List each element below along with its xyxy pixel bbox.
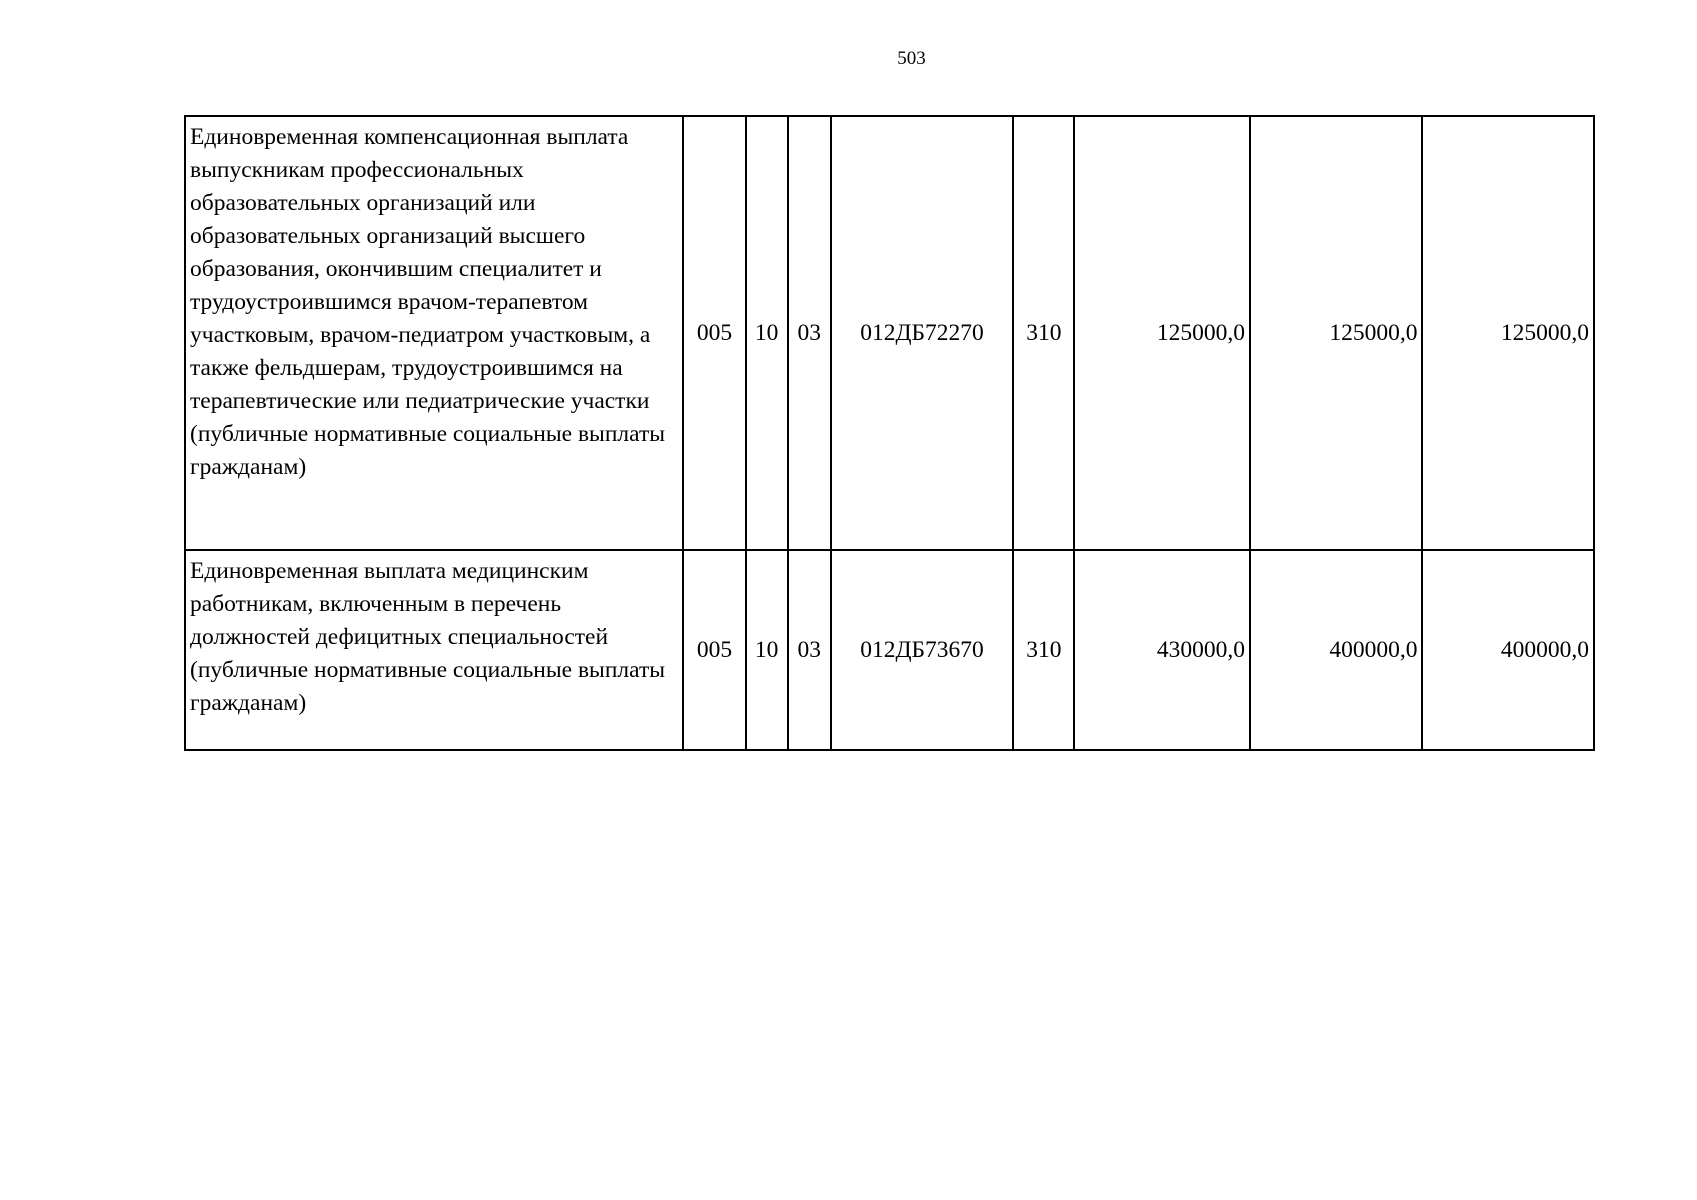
amount-year-1: 125000,0 [1074, 116, 1249, 550]
table-row [185, 116, 1594, 550]
subsection-code: 03 [788, 550, 831, 750]
target-article-code: 012ДБ72270 [831, 116, 1014, 550]
section-code: 10 [746, 550, 788, 750]
expense-type-code: 310 [1013, 116, 1074, 550]
amount-year-3: 125000,0 [1422, 116, 1594, 550]
ministry-code: 005 [683, 550, 745, 750]
page-number: 503 [897, 48, 926, 69]
amount-year-2: 400000,0 [1250, 550, 1422, 750]
budget-table [184, 115, 1595, 751]
row-description: Единовременная выплата медицинским работникам, включенным в перечень должностей дефицитных специальностей (публичные нормативные социальные выплаты гражданам) [185, 550, 683, 750]
section-code: 10 [746, 116, 788, 550]
ministry-code: 005 [683, 116, 745, 550]
subsection-code: 03 [788, 116, 831, 550]
row-description: Единовременная компенсационная выплата выпускникам профессиональных образовательных организаций или образовательных организаций высшего образования, окончившим специалитет и трудоустроившимся врачом-терапевтом участковым, врачом-педиатром участковым, а также фельдшерам, трудоустроившимся на терапевтические или педиатрические участки (публичные нормативные социальные выплаты гражданам) [185, 116, 683, 550]
table-row [185, 550, 1594, 750]
amount-year-1: 430000,0 [1074, 550, 1249, 750]
amount-year-3: 400000,0 [1422, 550, 1594, 750]
target-article-code: 012ДБ73670 [831, 550, 1014, 750]
amount-year-2: 125000,0 [1250, 116, 1422, 550]
expense-type-code: 310 [1013, 550, 1074, 750]
